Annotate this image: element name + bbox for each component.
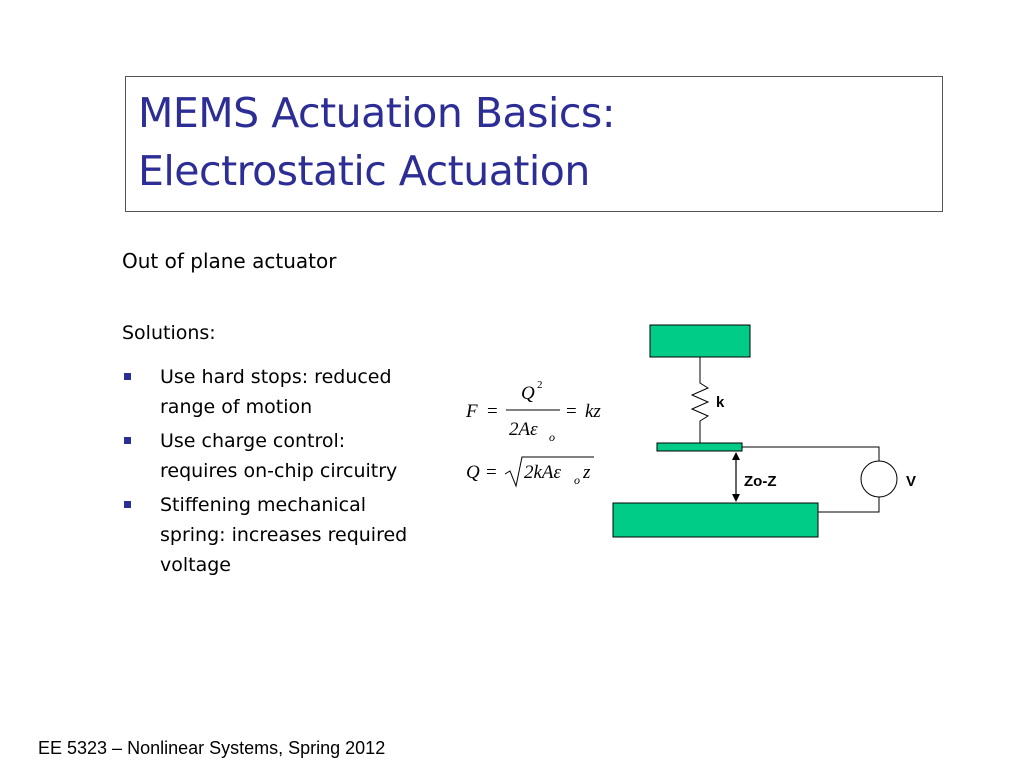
eq1-rhs: kz	[585, 401, 601, 422]
force-equation	[465, 379, 601, 444]
footer: EE 5323 – Nonlinear Systems, Spring 2012	[38, 738, 386, 758]
gap-arrow-head-down	[732, 494, 740, 502]
eq2-equals: =	[486, 462, 497, 483]
eq2-radicand-subscript: o	[574, 473, 580, 487]
eq1-denominator-subscript: o	[549, 430, 555, 444]
eq1-denominator: 2Aε	[509, 419, 538, 440]
eq1-rhs-equals: =	[566, 401, 577, 422]
bullet-text: Use hard stops: reduced range of motion	[160, 366, 392, 418]
bullet-text: Stiffening mechanical spring: increases required voltage	[160, 494, 408, 576]
eq1-equals: =	[487, 401, 498, 422]
slide-title-line-2: Electrostatic Actuation	[138, 147, 590, 195]
gap-arrow-head-up	[732, 452, 740, 460]
spring-label: k	[716, 394, 725, 411]
eq1-lhs: F	[466, 401, 478, 422]
wire-top	[742, 447, 879, 461]
charge-equation	[466, 457, 594, 487]
actuator-diagram	[613, 325, 916, 537]
top-anchor-plate	[650, 325, 750, 357]
solutions-heading: Solutions:	[122, 322, 216, 344]
voltage-source-icon	[861, 461, 897, 497]
voltage-label: V	[906, 473, 917, 490]
wire-bottom	[818, 497, 879, 512]
fixed-bottom-electrode	[613, 503, 818, 537]
subtitle: Out of plane actuator	[122, 249, 337, 273]
eq2-lhs: Q	[466, 462, 480, 483]
gap-label: Zo-Z	[744, 473, 777, 490]
eq2-radicand-end: z	[583, 462, 591, 483]
movable-plate	[657, 443, 742, 451]
eq1-numerator: Q	[521, 383, 535, 404]
spring-icon	[692, 357, 708, 443]
slide-title-line-1: MEMS Actuation Basics:	[138, 89, 616, 137]
eq1-numerator-exponent: 2	[537, 379, 543, 391]
bullet-text: Use charge control: requires on-chip circuitry	[160, 430, 398, 482]
eq2-radicand: 2kAε	[524, 462, 562, 483]
